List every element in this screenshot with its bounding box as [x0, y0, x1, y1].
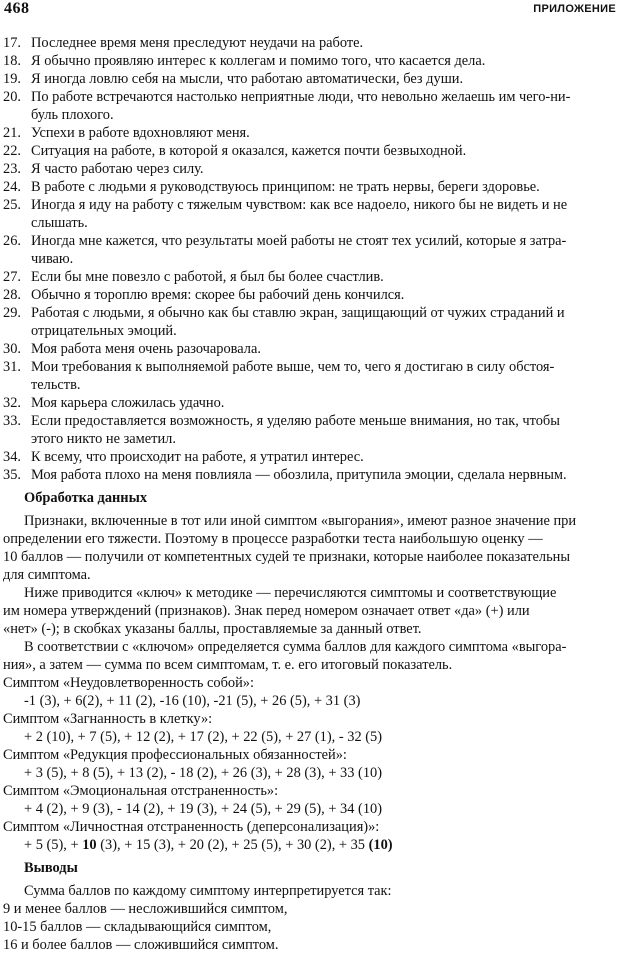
paragraph-line: Ниже приводится «ключ» к методике — перечисляются симптомы и соответствующие: [24, 585, 557, 601]
item-text: этого никто не заметил.: [31, 431, 176, 447]
item-text: Работая с людьми, я обычно как бы ставлю экран, защищающий от чужих страданий и: [31, 305, 565, 321]
running-head: ПРИЛОЖЕНИЕ: [533, 3, 616, 15]
page-number: 468: [4, 0, 30, 17]
item-text: слышать.: [31, 215, 88, 231]
item-number: 30.: [3, 341, 21, 357]
item-text: Обычно я тороплю время: скорее бы рабочий день кончился.: [31, 287, 405, 303]
symptom-key-bold: 10: [82, 837, 97, 853]
symptom-title: Симптом «Личностная отстраненность (деперсонализация)»:: [3, 819, 380, 835]
questionnaire-item-continuation: [0, 106, 620, 124]
item-text: Я часто работаю через силу.: [31, 161, 204, 177]
item-number: 32.: [3, 395, 21, 411]
symptom-key-part: + 5 (5), +: [24, 837, 79, 853]
page-header: [4, 0, 616, 20]
questionnaire-item-continuation: [0, 322, 620, 340]
item-number: 17.: [3, 35, 21, 51]
level-line: 16 и более баллов — сложившийся симптом.: [3, 937, 279, 953]
questionnaire-item: [0, 52, 620, 70]
item-text: Моя работа меня очень разочаровала.: [31, 341, 261, 357]
questionnaire-item: [0, 340, 620, 358]
questionnaire-item: [0, 70, 620, 88]
item-number: 19.: [3, 71, 21, 87]
questionnaire-item: [0, 412, 620, 430]
item-number: 20.: [3, 89, 21, 105]
section-heading-processing: Обработка данных: [24, 490, 148, 506]
item-text: По работе встречаются настолько неприятные люди, что невольно желаешь им чего-ни-: [31, 89, 571, 105]
paragraph-line: ния», а затем — сумма по всем симптомам, т. е. его итоговый показатель.: [3, 657, 453, 673]
questionnaire-item-continuation: [0, 250, 620, 268]
questionnaire-item: [0, 142, 620, 160]
symptom-key-part: (3), + 15 (3), + 20 (2), + 25 (5), + 30 (2), + 35: [100, 837, 366, 853]
symptom-key: + 3 (5), + 8 (5), + 13 (2), - 18 (2), + 26 (3), + 28 (3), + 33 (10): [24, 765, 383, 781]
questionnaire-item: [0, 448, 620, 466]
item-number: 28.: [3, 287, 21, 303]
questionnaire-item: [0, 358, 620, 376]
item-number: 22.: [3, 143, 21, 159]
symptom-key: [0, 836, 620, 854]
paragraph-line: «нет» (-); в скобках указаны баллы, проставляемые за данный ответ.: [3, 621, 422, 637]
item-text: Иногда мне кажется, что результаты моей работы не стоят тех усилий, которые я затра-: [31, 233, 567, 249]
item-number: 25.: [3, 197, 21, 213]
item-text: В работе с людьми я руководствуюсь принципом: не трать нервы, береги здоровье.: [31, 179, 540, 195]
item-text: отрицательных эмоций.: [31, 323, 177, 339]
questionnaire-item: [0, 88, 620, 106]
item-number: 35.: [3, 467, 21, 483]
questionnaire-item-continuation: [0, 376, 620, 394]
questionnaire-item: [0, 178, 620, 196]
symptom-key: -1 (3), + 6(2), + 11 (2), -16 (10), -21 (5), + 26 (5), + 31 (3): [24, 693, 361, 709]
questionnaire-item: [0, 232, 620, 250]
item-text: Иногда я иду на работу с тяжелым чувством: как все надоело, никого бы не видеть и не: [31, 197, 568, 213]
item-text: Мои требования к выполняемой работе выше, чем то, чего я достигаю в силу обстоя-: [31, 359, 555, 375]
section-heading-conclusions: Выводы: [24, 860, 78, 876]
item-number: 34.: [3, 449, 21, 465]
paragraph-line: Сумма баллов по каждому симптому интерпретируется так:: [24, 883, 392, 899]
paragraph-line: В соответствии с «ключом» определяется сумма баллов для каждого симптома «выгора-: [24, 639, 567, 655]
paragraph-line: 10 баллов — получили от компетентных судей те признаки, которые наиболее показательны: [3, 549, 571, 565]
item-text: Последнее время меня преследуют неудачи на работе.: [31, 35, 364, 51]
item-text: Моя работа плохо на меня повлияла — обозлила, притупила эмоции, сделала нервным.: [31, 467, 567, 483]
paragraph-line: определении его тяжести. Поэтому в процессе разработки теста наибольшую оценку —: [3, 531, 543, 547]
symptom-title: Симптом «Эмоциональная отстраненность»:: [3, 783, 279, 799]
symptom-title: Симптом «Неудовлетворенность собой»:: [3, 675, 254, 691]
questionnaire-item-continuation: [0, 214, 620, 232]
symptom-key-bold: (10): [368, 837, 393, 853]
questionnaire-item: [0, 196, 620, 214]
item-text: К всему, что происходит на работе, я утратил интерес.: [31, 449, 364, 465]
symptom-key: + 2 (10), + 7 (5), + 12 (2), + 17 (2), + 22 (5), + 27 (1), - 32 (5): [24, 729, 383, 745]
item-number: 21.: [3, 125, 21, 141]
item-number: 26.: [3, 233, 21, 249]
level-line: 9 и менее баллов — несложившийся симптом,: [3, 901, 288, 917]
questionnaire-item: [0, 286, 620, 304]
item-text: Я обычно проявляю интерес к коллегам и помимо того, что касается дела.: [31, 53, 486, 69]
questionnaire-items: [0, 34, 620, 484]
paragraph-line: для симптома.: [3, 567, 91, 583]
item-number: 33.: [3, 413, 21, 429]
item-text: Если предоставляется возможность, я уделяю работе меньше внимания, но так, чтобы: [31, 413, 560, 429]
item-number: 27.: [3, 269, 21, 285]
item-text: тельств.: [31, 377, 81, 393]
item-number: 23.: [3, 161, 21, 177]
item-number: 18.: [3, 53, 21, 69]
item-number: 24.: [3, 179, 21, 195]
questionnaire-item: [0, 394, 620, 412]
item-text: буль плохого.: [31, 107, 114, 123]
item-number: 31.: [3, 359, 21, 375]
item-text: Ситуация на работе, в которой я оказался, кажется почти безвыходной.: [31, 143, 467, 159]
questionnaire-item: [0, 124, 620, 142]
questionnaire-item: [0, 268, 620, 286]
item-number: 29.: [3, 305, 21, 321]
item-text: Я иногда ловлю себя на мысли, что работаю автоматически, без души.: [31, 71, 464, 87]
questionnaire-item: [0, 160, 620, 178]
item-text: Успехи в работе вдохновляют меня.: [31, 125, 250, 141]
symptom-title: Симптом «Редукция профессиональных обязанностей»:: [3, 747, 347, 763]
level-line: 10-15 баллов — складывающийся симптом,: [3, 919, 272, 935]
symptom-title: Симптом «Загнанность в клетку»:: [3, 711, 213, 727]
questionnaire-item-continuation: [0, 430, 620, 448]
symptom-key: + 4 (2), + 9 (3), - 14 (2), + 19 (3), + 24 (5), + 29 (5), + 34 (10): [24, 801, 383, 817]
paragraph-line: им номера утверждений (признаков). Знак перед номером означает ответ «да» (+) или: [3, 603, 530, 619]
questionnaire-item: [0, 304, 620, 322]
paragraph-line: Признаки, включенные в тот или иной симптом «выгорания», имеют разное значение при: [24, 513, 577, 529]
page-content: [0, 34, 620, 954]
questionnaire-item: [0, 466, 620, 484]
questionnaire-item: [0, 34, 620, 52]
item-text: чиваю.: [31, 251, 74, 267]
item-text: Если бы мне повезло с работой, я был бы более счастлив.: [31, 269, 384, 285]
item-text: Моя карьера сложилась удачно.: [31, 395, 225, 411]
